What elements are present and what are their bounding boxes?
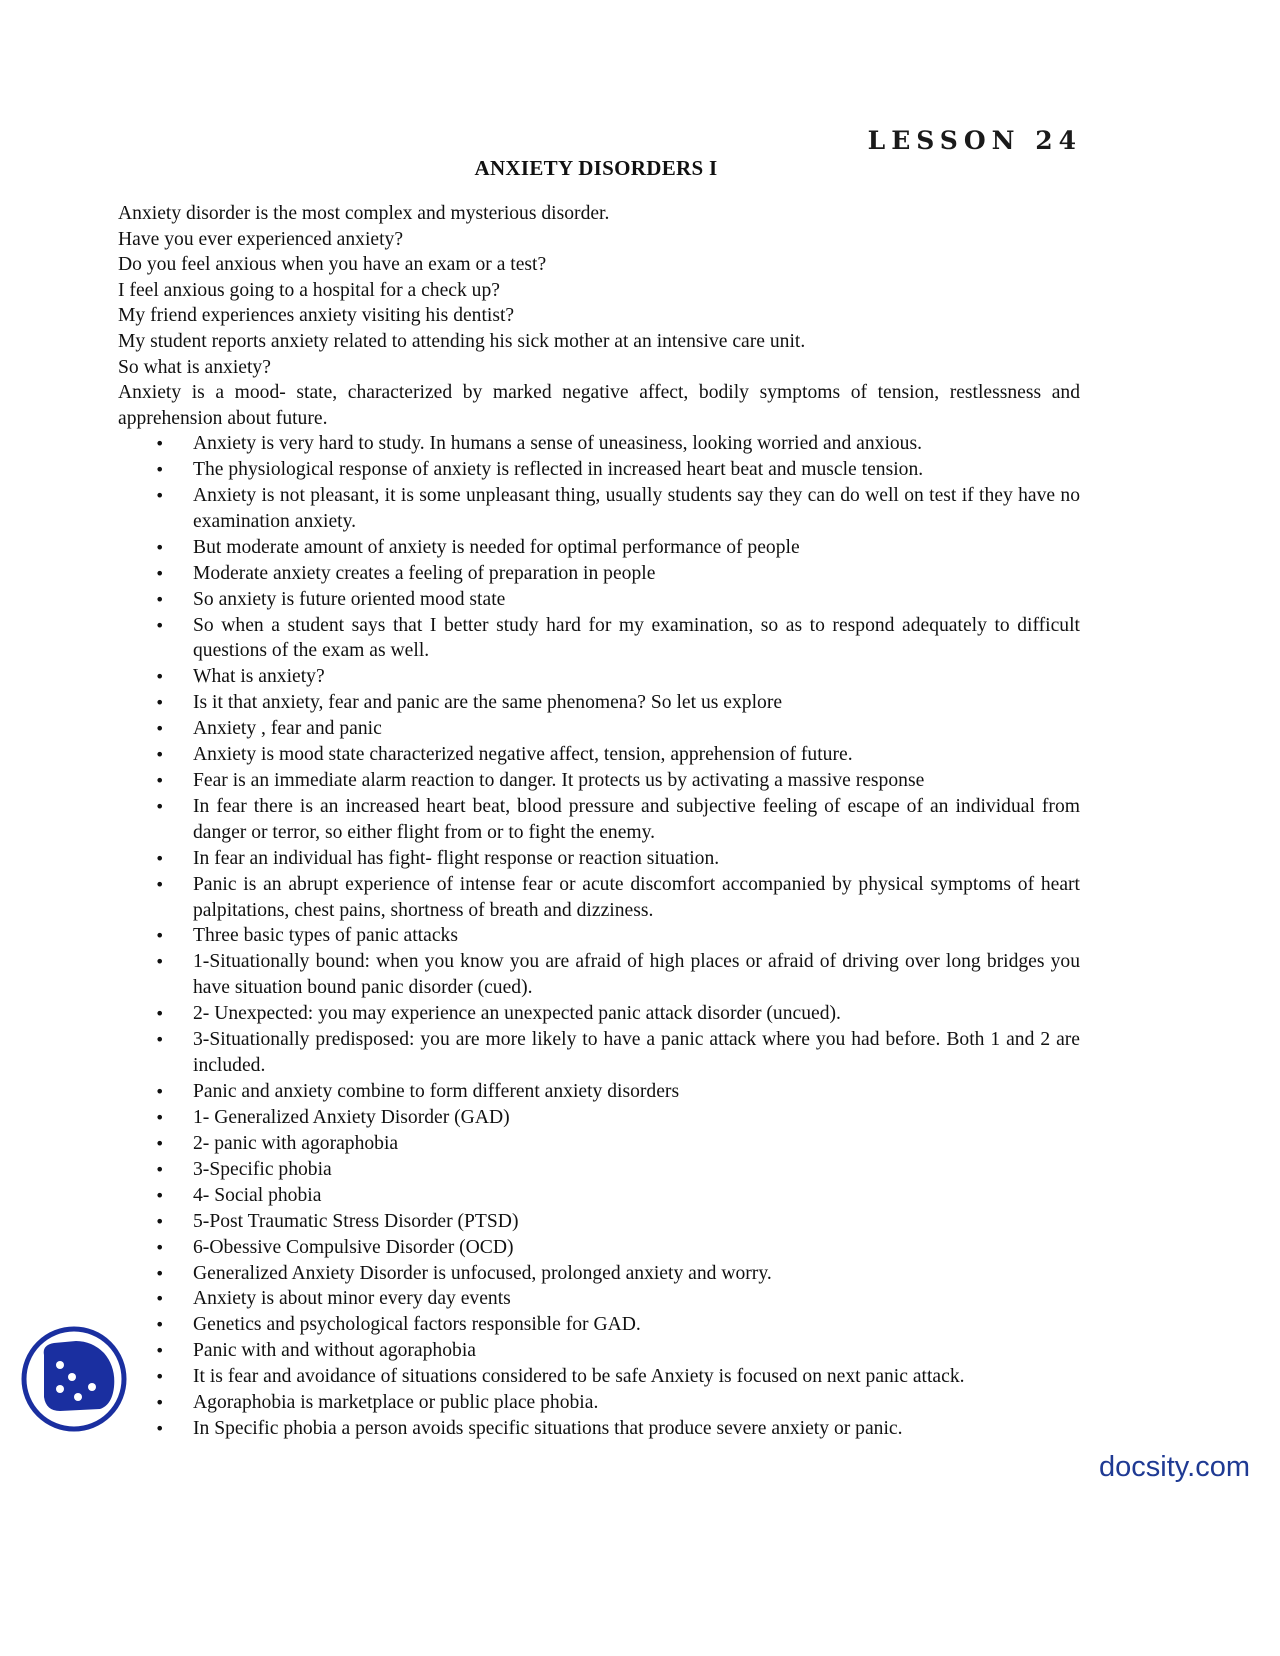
- bullet-item: [118, 846, 1080, 872]
- bullet-text: Genetics and psychological factors responsible for GAD.: [193, 1314, 641, 1336]
- bullet-item: [118, 1105, 1080, 1131]
- bullet-text: 1-Situationally bound: when you know you are afraid of high places or afraid of driving over long bridges you have situation bound panic disorder (cued).: [193, 951, 1080, 999]
- bullet-icon: •: [155, 563, 165, 583]
- bullet-text: 4- Social phobia: [193, 1184, 322, 1206]
- bullet-icon: •: [155, 693, 165, 713]
- bullet-text: So anxiety is future oriented mood state: [193, 588, 506, 610]
- intro-line: Do you feel anxious when you have an exam or a test?: [118, 254, 547, 276]
- bullet-item: [118, 613, 1080, 664]
- bullet-icon: •: [155, 1341, 165, 1361]
- lesson-number: LESSON 24: [867, 126, 1082, 155]
- bullet-item: [118, 1235, 1080, 1261]
- bullet-icon: •: [155, 952, 165, 972]
- intro-line: I feel anxious going to a hospital for a check up?: [118, 279, 500, 301]
- bullet-item: [118, 1079, 1080, 1105]
- page-title: ANXIETY DISORDERS I: [474, 156, 718, 180]
- bullet-item: [118, 690, 1080, 716]
- bullet-icon: •: [155, 589, 165, 609]
- bullet-icon: •: [155, 1211, 165, 1231]
- bullet-text: Moderate anxiety creates a feeling of preparation in people: [193, 562, 656, 584]
- bullet-icon: •: [155, 771, 165, 791]
- bullet-icon: •: [155, 1289, 165, 1309]
- bullet-icon: •: [155, 1263, 165, 1283]
- bullet-item: [118, 923, 1080, 949]
- bullet-icon: •: [155, 460, 165, 480]
- bullet-text: 3-Specific phobia: [193, 1158, 332, 1180]
- bullet-item: [118, 587, 1080, 613]
- bullet-text: Anxiety is very hard to study. In humans a sense of uneasiness, looking worried and anxious.: [193, 433, 923, 455]
- bullet-text: 1- Generalized Anxiety Disorder (GAD): [193, 1106, 510, 1128]
- bullet-text: 3-Situationally predisposed: you are more likely to have a panic attack where you had before. Both 1 and 2 are included.: [193, 1029, 1080, 1076]
- bullet-item: [118, 1338, 1080, 1364]
- docsity-watermark[interactable]: docsity.com: [1099, 1451, 1250, 1483]
- bullet-text: Anxiety is mood state characterized negative affect, tension, apprehension of future.: [193, 744, 853, 766]
- bullet-item: [118, 768, 1080, 794]
- bullet-item: [118, 1286, 1080, 1312]
- bullet-item: [118, 872, 1080, 923]
- bullet-item: [118, 664, 1080, 690]
- bullet-item: [118, 742, 1080, 768]
- bullet-text: Panic is an abrupt experience of intense fear or acute discomfort accompanied by physical symptoms of heart palpitations, chest pains, shortness of breath and dizziness.: [193, 873, 1080, 921]
- bullet-icon: •: [155, 486, 165, 506]
- bullet-item: [118, 457, 1080, 483]
- bullet-text: Panic with and without agoraphobia: [193, 1340, 476, 1362]
- bullet-icon: •: [155, 1237, 165, 1257]
- bullet-text: Anxiety is about minor every day events: [193, 1288, 511, 1310]
- intro-line: My student reports anxiety related to attending his sick mother at an intensive care unit.: [118, 330, 806, 352]
- bullet-text: The physiological response of anxiety is reflected in increased heart beat and muscle tension.: [193, 459, 924, 481]
- intro-paragraphs: [118, 201, 1080, 431]
- bullet-text: It is fear and avoidance of situations considered to be safe Anxiety is focused on next panic attack.: [193, 1366, 965, 1388]
- bullet-text: In Specific phobia a person avoids specific situations that produce severe anxiety or panic.: [193, 1418, 903, 1440]
- bullet-icon: •: [155, 719, 165, 739]
- bullet-item: [118, 949, 1080, 1000]
- bullet-icon: •: [155, 1159, 165, 1179]
- bullet-item: [118, 1312, 1080, 1338]
- bullet-text: So when a student says that I better study hard for my examination, so as to respond adequately to difficult questions of the exam as well.: [193, 614, 1080, 662]
- bullet-icon: •: [155, 1081, 165, 1101]
- bullet-item: [118, 535, 1080, 561]
- bullet-item: [118, 1131, 1080, 1157]
- bullet-icon: •: [155, 537, 165, 557]
- bullet-text: In fear an individual has fight- flight response or reaction situation.: [193, 847, 720, 869]
- bullet-item: [118, 1209, 1080, 1235]
- intro-line: Anxiety is a mood- state, characterized by marked negative affect, bodily symptoms of tension, restlessness and apprehension about future.: [118, 382, 1080, 429]
- bullet-text: Three basic types of panic attacks: [193, 925, 458, 947]
- bullet-text: Agoraphobia is marketplace or public place phobia.: [193, 1392, 599, 1414]
- bullet-item: [118, 1027, 1080, 1078]
- document-body: [118, 201, 1080, 1442]
- bullet-item: [118, 1261, 1080, 1287]
- bullet-item: [118, 1157, 1080, 1183]
- bullet-icon: •: [155, 926, 165, 946]
- docsity-logo-icon: [20, 1325, 128, 1433]
- bullet-item: [118, 431, 1080, 457]
- intro-line: Anxiety disorder is the most complex and mysterious disorder.: [118, 203, 610, 224]
- bullet-text: 5-Post Traumatic Stress Disorder (PTSD): [193, 1210, 519, 1232]
- bullet-text: Generalized Anxiety Disorder is unfocused, prolonged anxiety and worry.: [193, 1262, 772, 1284]
- bullet-icon: •: [155, 874, 165, 894]
- bullet-icon: •: [155, 1315, 165, 1335]
- bullet-icon: •: [155, 1107, 165, 1127]
- bullet-text: Is it that anxiety, fear and panic are the same phenomena? So let us explore: [193, 692, 783, 714]
- bullet-item: [118, 1390, 1080, 1416]
- bullet-icon: •: [155, 1004, 165, 1024]
- bullet-text: Panic and anxiety combine to form different anxiety disorders: [193, 1080, 680, 1102]
- bullet-icon: •: [155, 1133, 165, 1153]
- bullet-item: [118, 794, 1080, 845]
- bullet-icon: •: [155, 1393, 165, 1413]
- bullet-text: Fear is an immediate alarm reaction to danger. It protects us by activating a massive response: [193, 770, 925, 792]
- bullet-icon: •: [155, 615, 165, 635]
- bullet-icon: •: [155, 1367, 165, 1387]
- bullet-item: [118, 1001, 1080, 1027]
- bullet-icon: •: [155, 1419, 165, 1439]
- bullet-item: [118, 1183, 1080, 1209]
- bullet-item: [118, 1364, 1080, 1390]
- bullet-item: [118, 561, 1080, 587]
- bullet-text: Anxiety , fear and panic: [193, 718, 382, 740]
- bullet-text: 2- Unexpected: you may experience an unexpected panic attack disorder (uncued).: [193, 1003, 841, 1025]
- bullet-icon: •: [155, 434, 165, 454]
- bullet-text: Anxiety is not pleasant, it is some unpleasant thing, usually students say they can do well on test if they have no examination anxiety.: [193, 485, 1080, 532]
- bullet-icon: •: [155, 667, 165, 687]
- intro-line: So what is anxiety?: [118, 356, 271, 378]
- bullet-icon: •: [155, 1030, 165, 1050]
- bullet-list: [118, 431, 1080, 1442]
- bullet-text: 2- panic with agoraphobia: [193, 1132, 399, 1154]
- bullet-text: But moderate amount of anxiety is needed for optimal performance of people: [193, 536, 800, 558]
- bullet-icon: •: [155, 1185, 165, 1205]
- bullet-text: In fear there is an increased heart beat, blood pressure and subjective feeling of escape of an individual from danger or terror, so either flight from or to fight the enemy.: [193, 796, 1080, 843]
- bullet-text: 6-Obessive Compulsive Disorder (OCD): [193, 1236, 514, 1258]
- bullet-icon: •: [155, 848, 165, 868]
- bullet-item: [118, 716, 1080, 742]
- intro-line: Have you ever experienced anxiety?: [118, 228, 404, 250]
- intro-line: My friend experiences anxiety visiting his dentist?: [118, 305, 515, 327]
- bullet-icon: •: [155, 797, 165, 817]
- bullet-item: [118, 483, 1080, 534]
- bullet-text: What is anxiety?: [193, 666, 325, 688]
- bullet-item: [118, 1416, 1080, 1442]
- bullet-icon: •: [155, 745, 165, 765]
